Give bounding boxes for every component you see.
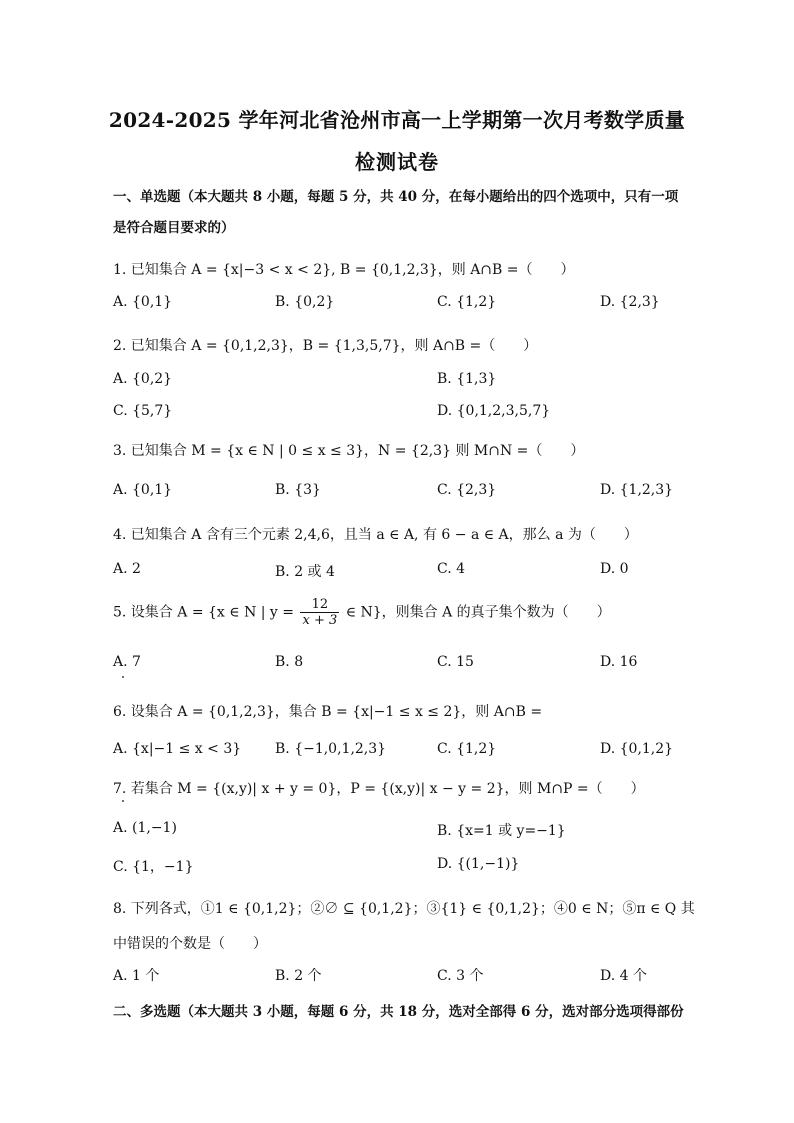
question-6-option-d: D. {0,1,2} (600, 741, 674, 757)
section1-heading-line1: 一、单选题（本大题共 8 小题，每题 5 分，共 40 分，在每小题给出的四个选项中，只有一项 (113, 189, 679, 205)
question-2-stem: 2. 已知集合 A = {0,1,2,3}，B = {1,3,5,7}，则 A∩B =（ ） (113, 338, 538, 354)
question-1-stem: 1. 已知集合 A = {x|−3 < x < 2}, B = {0,1,2,3}，则 A∩B =（ ） (113, 262, 575, 278)
question-2-option-a: A. {0,2} (113, 371, 173, 387)
question-1-option-a: A. {0,1} (113, 294, 173, 310)
exam-title-line2: 检测试卷 (355, 150, 439, 174)
question-7-option-c: C. {1，−1} (113, 859, 194, 875)
question-5-option-a: A. 7 (113, 654, 141, 670)
stray-dot-mark (122, 800, 124, 802)
question-3-option-a: A. {0,1} (113, 482, 173, 498)
question-4-option-c: C. 4 (437, 561, 466, 577)
question-4-option-d: D. 0 (600, 561, 629, 577)
question-5-stem-after: ∈ N}，则集合 A 的真子集个数为（ ） (345, 604, 611, 621)
question-3-option-c: C. {2,3} (437, 482, 497, 498)
question-4-stem: 4. 已知集合 A 含有三个元素 2,4,6，且当 a ∈ A, 有 6 − a ∈ A，那么 a 为（ ） (113, 527, 638, 543)
question-8-option-c: C. 3 个 (437, 968, 484, 984)
fraction-numerator: 12 (300, 597, 339, 613)
fraction-denominator: x + 3 (302, 613, 338, 628)
question-7-option-d: D. {(1,−1)} (437, 856, 520, 872)
question-8-stem-cont: 中错误的个数是（ ） (113, 936, 267, 952)
question-5-stem-before: 5. 设集合 A = {x ∈ N | y = (113, 604, 295, 621)
question-5-option-c: C. 15 (437, 654, 474, 670)
question-1-option-c: C. {1,2} (437, 294, 497, 310)
question-2-option-d: D. {0,1,2,3,5,7} (437, 403, 551, 419)
question-4-option-b: B. 2 或 4 (275, 564, 335, 580)
question-5-option-d: D. 16 (600, 654, 638, 670)
question-5-option-b: B. 8 (275, 654, 304, 670)
question-3-option-d: D. {1,2,3} (600, 482, 674, 498)
question-8-option-d: D. 4 个 (600, 968, 647, 984)
question-1-option-d: D. {2,3} (600, 294, 660, 310)
question-5-fraction (300, 597, 339, 628)
question-1-option-b: B. {0,2} (275, 294, 335, 310)
stray-dot-mark (122, 676, 124, 678)
question-6-option-a: A. {x|−1 ≤ x < 3} (113, 741, 242, 757)
question-4-option-a: A. 2 (113, 561, 141, 577)
question-8-stem: 8. 下列各式，①1 ∈ {0,1,2}；②∅ ⊆ {0,1,2}；③{1} ∈ {0,1,2}；④0 ∈ N；⑤π ∈ Q 其 (113, 901, 695, 917)
question-7-option-a: A. (1,−1) (113, 820, 177, 836)
question-8-option-a: A. 1 个 (113, 968, 160, 984)
question-6-stem: 6. 设集合 A = {0,1,2,3}，集合 B = {x|−1 ≤ x ≤ 2}，则 A∩B = (113, 704, 543, 720)
question-6-option-c: C. {1,2} (437, 741, 497, 757)
question-2-option-c: C. {5,7} (113, 403, 173, 419)
section1-heading-line2: 是符合题目要求的） (113, 220, 235, 236)
section2-heading-line1: 二、多选题（本大题共 3 小题，每题 6 分，共 18 分，选对全部得 6 分，选对部分选项得部份 (113, 1004, 684, 1020)
question-7-stem: 7. 若集合 M = {(x,y)| x + y = 0}，P = {(x,y)| x − y = 2}，则 M∩P =（ ） (113, 781, 645, 797)
question-5-stem (113, 597, 611, 628)
question-7-option-b: B. {x=1 或 y=−1} (437, 823, 566, 839)
question-2-option-b: B. {1,3} (437, 371, 497, 387)
question-3-stem: 3. 已知集合 M = {x ∈ N | 0 ≤ x ≤ 3}，N = {2,3} 则 M∩N =（ ） (113, 443, 585, 459)
question-6-option-b: B. {−1,0,1,2,3} (275, 741, 387, 757)
question-3-option-b: B. {3} (275, 482, 321, 498)
question-8-option-b: B. 2 个 (275, 968, 322, 984)
exam-title-line1: 2024-2025 学年河北省沧州市高一上学期第一次月考数学质量 (108, 108, 686, 132)
